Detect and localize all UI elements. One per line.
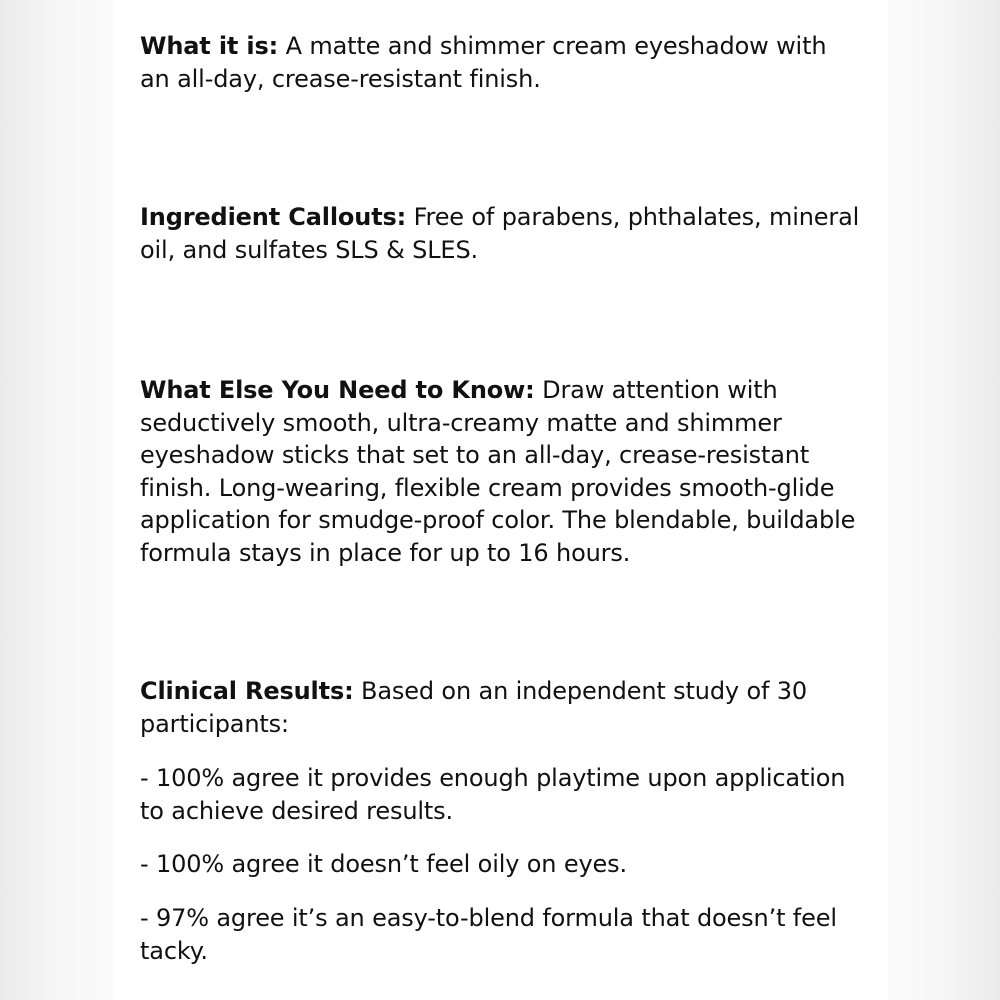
- clinical-results-paragraph: [140, 675, 860, 740]
- clinical-result-item: - 100% agree it provides enough playtime upon application to achieve desired results.: [140, 764, 846, 825]
- ingredient-callouts-label: Ingredient Callouts:: [140, 203, 407, 231]
- what-else-text: Draw attention with seductively smooth, ultra-creamy matte and shimmer eyeshadow sticks that set to an all-day, crease-resistant finish. Long-wearing, flexible cream provides smooth-glide application for smudge-proof color. The blendable, buildable formula stays in place for up to 16 hours.: [140, 376, 856, 567]
- clinical-results-label: Clinical Results:: [140, 677, 354, 705]
- clinical-result-item: - 97% agree it’s an easy-to-blend formula that doesn’t feel tacky.: [140, 904, 837, 965]
- what-it-is-label: What it is:: [140, 32, 279, 60]
- product-details-card: [113, 0, 888, 1000]
- clinical-result-item: - 100% agree it doesn’t feel oily on eyes.: [140, 850, 627, 878]
- what-else-paragraph: [140, 374, 860, 569]
- clinical-results-text: Based on an independent study of 30 participants:: [140, 677, 807, 738]
- ingredient-callouts-paragraph: [140, 201, 860, 266]
- what-it-is-text: A matte and shimmer cream eyeshadow with an all-day, crease-resistant finish.: [140, 32, 827, 93]
- what-else-label: What Else You Need to Know:: [140, 376, 535, 404]
- what-it-is-paragraph: [140, 30, 860, 95]
- ingredient-callouts-text: Free of parabens, phthalates, mineral oil, and sulfates SLS & SLES.: [140, 203, 860, 264]
